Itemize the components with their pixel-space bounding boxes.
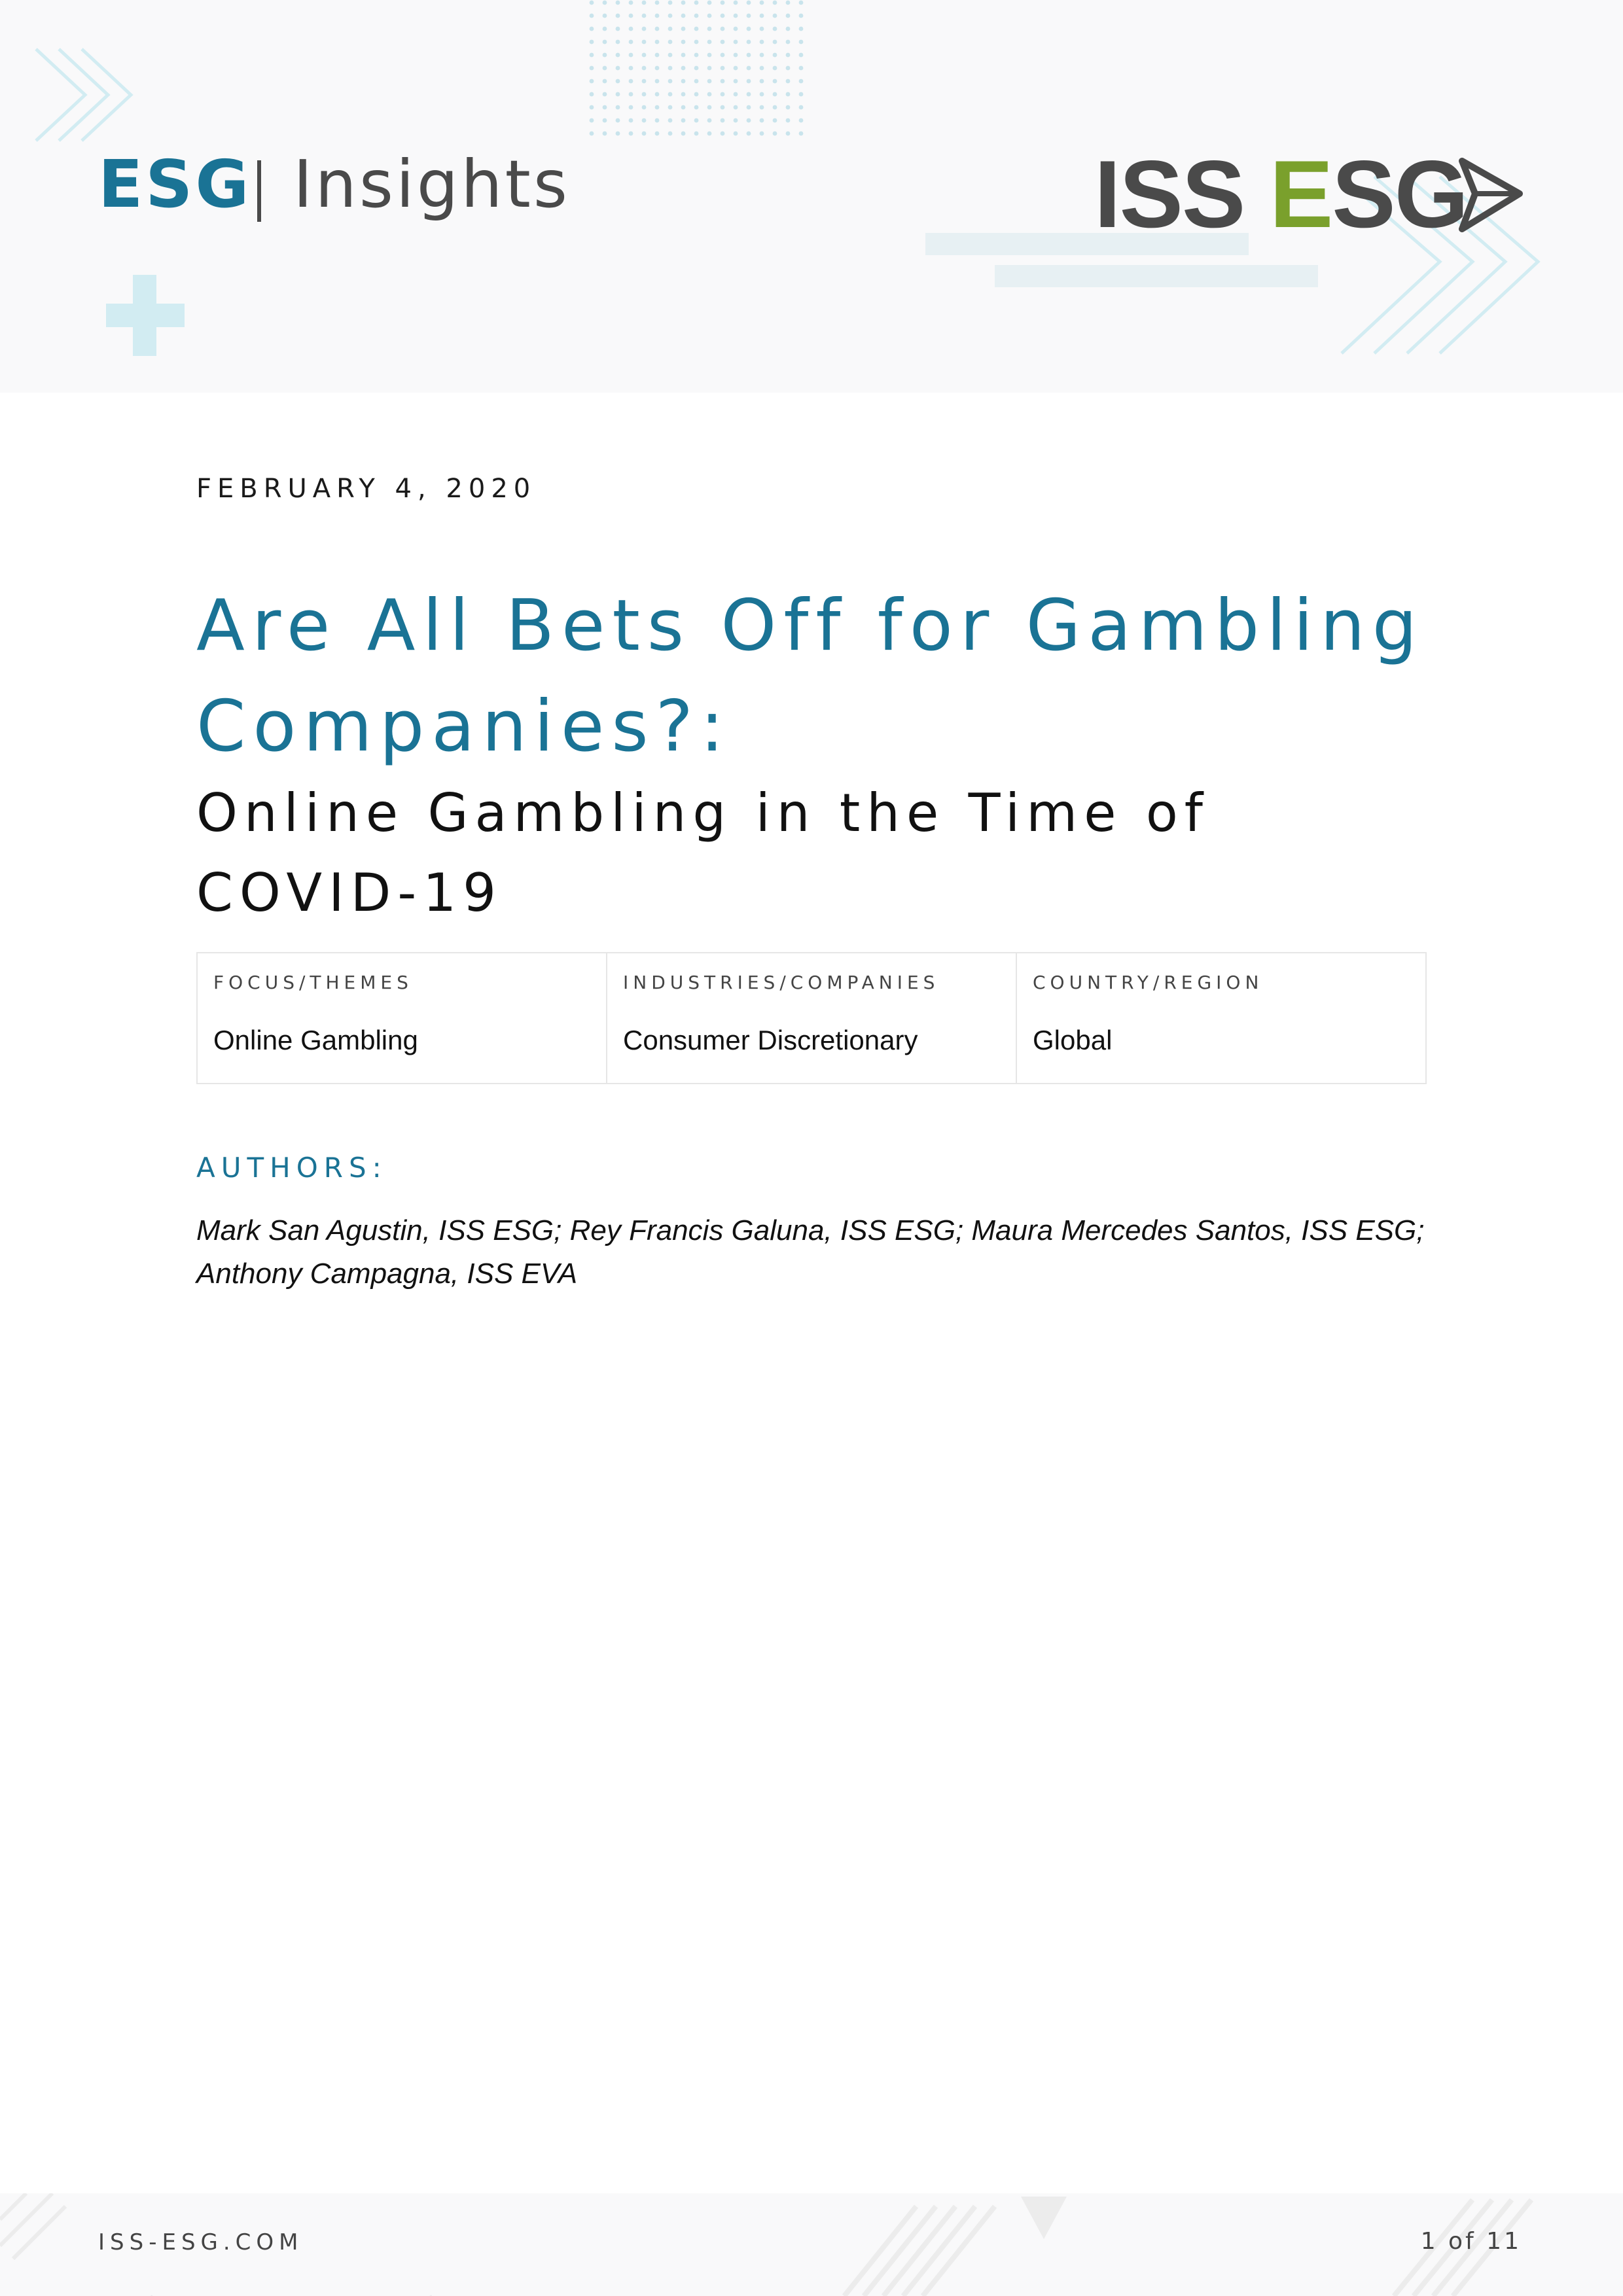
publication-date: FEBRUARY 4, 2020	[196, 474, 537, 504]
footer-page-number: 1 of 11	[1420, 2228, 1522, 2255]
esg-logo-secondary: Insights	[293, 146, 570, 222]
authors-list: Mark San Agustin, ISS ESG; Rey Francis Galuna, ISS ESG; Maura Mercedes Santos, ISS ESG; Anthony Campagna, ISS EVA	[196, 1214, 1425, 1290]
footer-stripes-mid-icon	[844, 2206, 995, 2296]
meta-value: Global	[1033, 1025, 1113, 1055]
footer-stripes-left-icon	[0, 2193, 65, 2259]
dot-grid	[582, 0, 808, 141]
meta-cell-region	[1017, 953, 1425, 1083]
meta-value: Consumer Discretionary	[623, 1025, 918, 1055]
iss-esg-logo-part3: SG	[1332, 141, 1468, 247]
meta-label: FOCUS/THEMES	[213, 972, 413, 993]
meta-cell-focus	[198, 953, 607, 1083]
meta-label: INDUSTRIES/COMPANIES	[623, 972, 940, 993]
footer-band	[0, 2193, 1623, 2296]
page-subtitle: Online Gambling in the Time of COVID-19	[196, 783, 1209, 923]
plus-icon	[106, 275, 185, 356]
iss-esg-logo-green-e: E	[1269, 141, 1332, 247]
iss-esg-logo-part1: ISS	[1094, 141, 1270, 247]
meta-cell-industries	[607, 953, 1017, 1083]
header-band	[0, 0, 1623, 393]
meta-value: Online Gambling	[213, 1025, 418, 1055]
footer-website: ISS-ESG.COM	[98, 2229, 304, 2255]
authors-heading: AUTHORS:	[196, 1152, 387, 1184]
metadata-table	[196, 952, 1427, 1084]
iss-esg-logo	[1094, 141, 1468, 247]
deco-bar-2	[995, 265, 1318, 287]
meta-label: COUNTRY/REGION	[1033, 972, 1264, 993]
footer-triangle-icon	[1021, 2197, 1067, 2239]
chevrons-top-left-icon	[36, 49, 131, 141]
esg-logo-primary: ESG	[98, 146, 252, 222]
iss-arrow-icon	[1454, 156, 1526, 234]
logo-separator	[257, 160, 261, 222]
page-title: Are All Bets Off for Gambling Companies?:	[196, 585, 1425, 768]
